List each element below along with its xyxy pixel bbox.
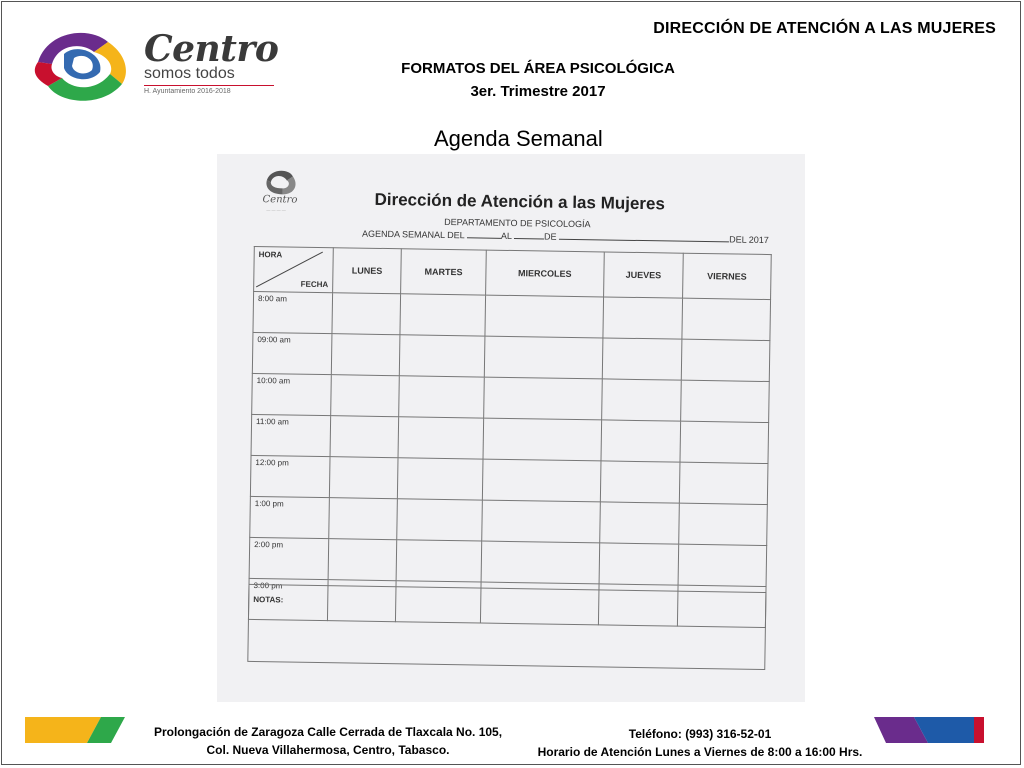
blank-to — [514, 230, 544, 239]
schedule-cell — [600, 502, 680, 544]
time-cell: 11:00 am — [251, 414, 331, 456]
formats-title: FORMATOS DEL ÁREA PSICOLÓGICA — [401, 60, 675, 77]
schedule-cell — [398, 417, 483, 459]
page-title: Agenda Semanal — [434, 126, 603, 151]
agenda-al: AL — [500, 230, 512, 241]
time-cell: 09:00 am — [252, 332, 332, 374]
time-cell: 12:00 pm — [250, 455, 330, 497]
footer-contact — [520, 725, 880, 761]
day-header: JUEVES — [604, 252, 684, 298]
schedule-cell — [400, 294, 485, 336]
schedule-table — [248, 246, 772, 628]
schedule-cell — [330, 416, 399, 458]
notes-box — [247, 584, 766, 670]
corner-hora: HORA — [258, 250, 283, 260]
footer-color-bar-left — [25, 717, 125, 743]
quarter-label: 3er. Trimestre 2017 — [470, 83, 606, 100]
schedule-cell — [396, 540, 481, 582]
blank-from — [467, 229, 501, 239]
schedule-cell — [678, 544, 766, 586]
time-cell: 10:00 am — [252, 373, 332, 415]
schedule-cell — [682, 298, 770, 340]
blank-month — [559, 231, 729, 243]
schedule-cell — [602, 379, 682, 421]
document-department: DEPARTAMENTO DE PSICOLOGÍA — [444, 216, 591, 230]
day-header: VIERNES — [683, 253, 772, 299]
schedule-cell — [681, 339, 769, 381]
agenda-date-line — [362, 228, 769, 245]
time-cell: 2:00 pm — [249, 537, 329, 579]
phone-number: Teléfono: (993) 316-52-01 — [628, 727, 772, 741]
centro-logo — [30, 24, 280, 106]
footer-address — [138, 723, 518, 759]
schedule-cell — [679, 462, 767, 504]
schedule-cell — [332, 293, 401, 335]
schedule-cell — [400, 335, 485, 377]
centro-logo-icon — [30, 24, 136, 104]
day-header: MARTES — [401, 249, 486, 295]
address-line-2: Col. Nueva Villahermosa, Centro, Tabasco. — [206, 743, 450, 757]
schedule-cell — [482, 459, 601, 502]
schedule-cell — [329, 498, 398, 540]
schedule-cell — [600, 461, 680, 503]
document-logo-icon — [261, 166, 301, 197]
logo-divider — [144, 85, 274, 86]
agenda-de: DE — [544, 231, 557, 242]
document-logo-sub: — — — — — [266, 207, 286, 213]
schedule-cell — [482, 500, 601, 543]
document-photo — [217, 154, 805, 702]
schedule-cell — [599, 543, 679, 585]
logo-tagline: somos todos — [144, 65, 235, 82]
time-cell: 8:00 am — [253, 291, 333, 333]
schedule-cell — [398, 458, 483, 500]
schedule-cell — [681, 380, 769, 422]
department-heading: DIRECCIÓN DE ATENCIÓN A LAS MUJERES — [653, 20, 996, 37]
schedule-cell — [331, 375, 400, 417]
schedule-cell — [679, 503, 767, 545]
document-title: Dirección de Atención a las Mujeres — [374, 189, 666, 214]
agenda-suffix: DEL 2017 — [729, 234, 769, 246]
corner-fecha: FECHA — [300, 279, 329, 290]
schedule-header-row — [254, 246, 772, 299]
schedule-cell — [485, 295, 604, 338]
schedule-cell — [680, 421, 768, 463]
schedule-cell — [603, 297, 683, 339]
schedule-cell — [602, 338, 682, 380]
day-header: LUNES — [333, 248, 402, 294]
office-hours: Horario de Atención Lunes a Viernes de 8:00 a 16:00 Hrs. — [537, 745, 863, 759]
agenda-prefix: AGENDA SEMANAL DEL — [361, 228, 465, 241]
time-cell: 3:00 pm — [248, 578, 328, 620]
corner-cell — [254, 246, 334, 292]
notes-label: NOTAS: — [253, 594, 284, 605]
schedule-cell — [601, 420, 681, 462]
address-line-1: Prolongación de Zaragoza Calle Cerrada de Tlaxcala No. 105, — [153, 725, 503, 739]
logo-period: H. Ayuntamiento 2016-2018 — [144, 88, 231, 95]
day-header: MIERCOLES — [485, 250, 604, 297]
schedule-cell — [331, 334, 400, 376]
schedule-cell — [397, 499, 482, 541]
schedule-cell — [329, 457, 398, 499]
time-cell: 1:00 pm — [250, 496, 330, 538]
schedule-cell — [483, 377, 602, 420]
logo-name: Centro — [144, 28, 279, 70]
document-logo-text: Centro — [262, 194, 298, 206]
schedule-cell — [483, 418, 602, 461]
footer-color-bar-right — [874, 717, 984, 743]
schedule-cell — [481, 541, 600, 584]
schedule-cell — [484, 336, 603, 379]
schedule-form — [217, 154, 805, 702]
formats-heading — [388, 57, 688, 103]
schedule-cell — [328, 539, 397, 581]
schedule-cell — [399, 376, 484, 418]
